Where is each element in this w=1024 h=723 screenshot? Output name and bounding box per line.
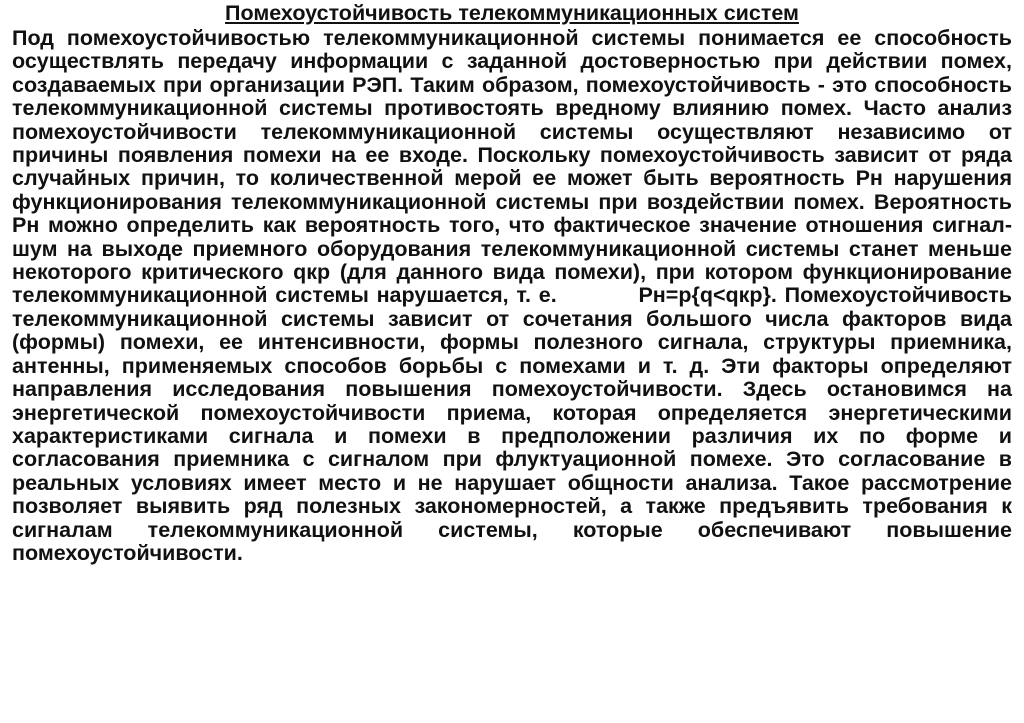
body-paragraph [12, 27, 1012, 565]
formula: Рн=р{q<qкр}. [638, 283, 777, 308]
text-segment-4: формы полезного сигнала, структуры приемника, антенны, применяемых способов борьбы с помехами и т. д. Эти факторы определяют направления исследования повышения помехоустойчивости. Здесь остановимся на энергетической помехоустойчивости приема, которая определяется энергетическими [12, 330, 1012, 425]
emphasized-factors: от сочетания большого числа факторов вида (формы) помехи, ее интенсивности, [12, 306, 1012, 355]
text-segment-2: противостоять вредному влиянию помех. Часто анализ помехоустойчивости телекоммуникационной системы осуществляют независимо от причины появления помехи на ее входе. Поскольку помехоустойчивость зависит от ряда случайных причин, то количественной мерой ее может быть вероятность Рн нарушения функционирования телекоммуникационной системы при воздействии помех. Вероятность Рн можно определить как вероятность того, что фактическое значение отношения сигнал-шум на выходе приемного оборудования телекоммуникационной системы станет меньше некоторого критического qкр (для данного вида помехи), при котором функционирование телекоммуникационной системы нарушается, т. е. [12, 96, 1012, 308]
text-segment-5: согласования приемника с сигналом при флуктуационной помехе. Это согласование в реальных условиях имеет место и не нарушает общности анализа. Такое рассмотрение позволяет выявить ряд полезных закономерностей, а также предъявить требования к сигналам телекоммуникационной системы, которые обеспечивают повышение помехоустойчивости. [12, 447, 1012, 565]
emphasized-characteristics: характеристиками сигнала и помехи в предположении различия их по форме и [12, 423, 1012, 448]
text-segment-3: Помехоустойчивость телекоммуникационной системы зависит [12, 283, 1012, 331]
slide-title: Помехоустойчивость телекоммуникационных систем [225, 1, 799, 25]
emphasized-definition: помехоустойчивость - это способность телекоммуникационной системы [12, 72, 1012, 121]
text-segment-1: Под помехоустойчивостью телекоммуникационной системы понимается ее способность осуществлять передачу информации с заданной достоверностью при действии помех, создаваемых при организации РЭП. Таким образом, [12, 26, 1012, 97]
